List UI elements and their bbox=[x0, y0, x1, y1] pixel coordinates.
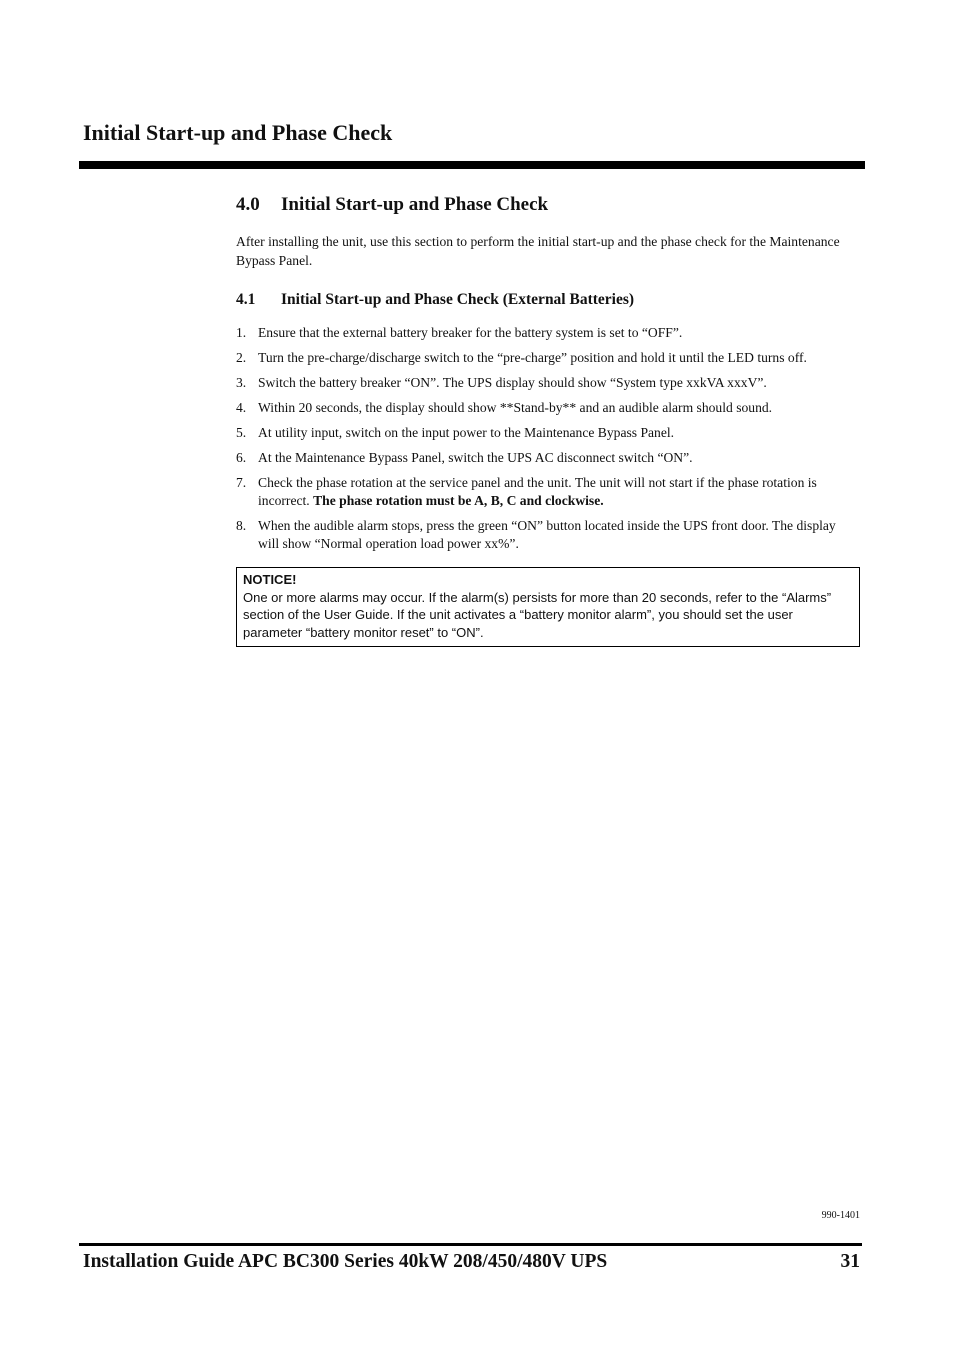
notice-title: NOTICE! bbox=[243, 572, 297, 587]
step-item bbox=[236, 424, 860, 442]
subsection-number: 4.1 bbox=[236, 291, 256, 308]
step-text-bold: The phase rotation must be A, B, C and clockwise. bbox=[313, 493, 604, 508]
step-text: Turn the pre-charge/discharge switch to the “pre-charge” position and hold it until the LED turns off. bbox=[258, 350, 807, 365]
step-item bbox=[236, 349, 860, 367]
steps-list bbox=[236, 324, 860, 553]
step-item bbox=[236, 449, 860, 467]
step-text: At utility input, switch on the input power to the Maintenance Bypass Panel. bbox=[258, 425, 675, 440]
notice-box bbox=[236, 567, 860, 647]
step-item bbox=[236, 374, 860, 392]
page-header-title: Initial Start-up and Phase Check bbox=[83, 120, 393, 145]
step-text-regular: Check the phase rotation at the service panel and the unit. The unit will not start if the phase rotation is incorrect. bbox=[258, 475, 817, 508]
step-number: 7. bbox=[236, 475, 247, 490]
step-text bbox=[258, 474, 860, 510]
page-footer bbox=[83, 1250, 860, 1274]
subsection-title: Initial Start-up and Phase Check (External Batteries) bbox=[281, 291, 635, 308]
step-text: Switch the battery breaker “ON”. The UPS display should show “System type xxkVA xxxV”. bbox=[258, 375, 767, 390]
header-rule bbox=[79, 161, 865, 169]
document-number: 990-1401 bbox=[821, 1210, 860, 1221]
step-text: At the Maintenance Bypass Panel, switch the UPS AC disconnect switch “ON”. bbox=[258, 450, 693, 465]
step-number: 5. bbox=[236, 425, 247, 440]
step-number: 8. bbox=[236, 518, 247, 533]
step-number: 4. bbox=[236, 400, 247, 415]
footer-title: Installation Guide APC BC300 Series 40kW 208/450/480V UPS bbox=[83, 1251, 608, 1272]
section-heading bbox=[236, 192, 860, 218]
step-number: 6. bbox=[236, 450, 247, 465]
step-text: Within 20 seconds, the display should show **Stand-by** and an audible alarm should sound. bbox=[258, 400, 773, 415]
step-item bbox=[236, 399, 860, 417]
section-intro: After installing the unit, use this section to perform the initial start-up and the phase check for the Maintenance Bypass Panel. bbox=[236, 234, 840, 268]
step-text: Ensure that the external battery breaker for the battery system is set to “OFF”. bbox=[258, 325, 683, 340]
step-item bbox=[236, 474, 860, 510]
main-content bbox=[236, 192, 860, 647]
step-number: 3. bbox=[236, 375, 247, 390]
step-number: 2. bbox=[236, 350, 247, 365]
step-number: 1. bbox=[236, 325, 247, 340]
subsection-heading bbox=[236, 289, 860, 310]
step-text: When the audible alarm stops, press the green “ON” button located inside the UPS front door. The display will show “Normal operation load power xx%”. bbox=[258, 518, 836, 551]
notice-body: One or more alarms may occur. If the alarm(s) persists for more than 20 seconds, refer to the “Alarms” section of the User Guide. If the unit activates a “battery monitor alarm”, you should set the user parameter “battery monitor reset” to “ON”. bbox=[243, 589, 832, 640]
step-item bbox=[236, 517, 860, 553]
section-title: Initial Start-up and Phase Check bbox=[281, 194, 549, 215]
page-number: 31 bbox=[840, 1251, 860, 1272]
step-item bbox=[236, 324, 860, 342]
footer-rule bbox=[79, 1243, 862, 1246]
section-number: 4.0 bbox=[236, 194, 260, 215]
